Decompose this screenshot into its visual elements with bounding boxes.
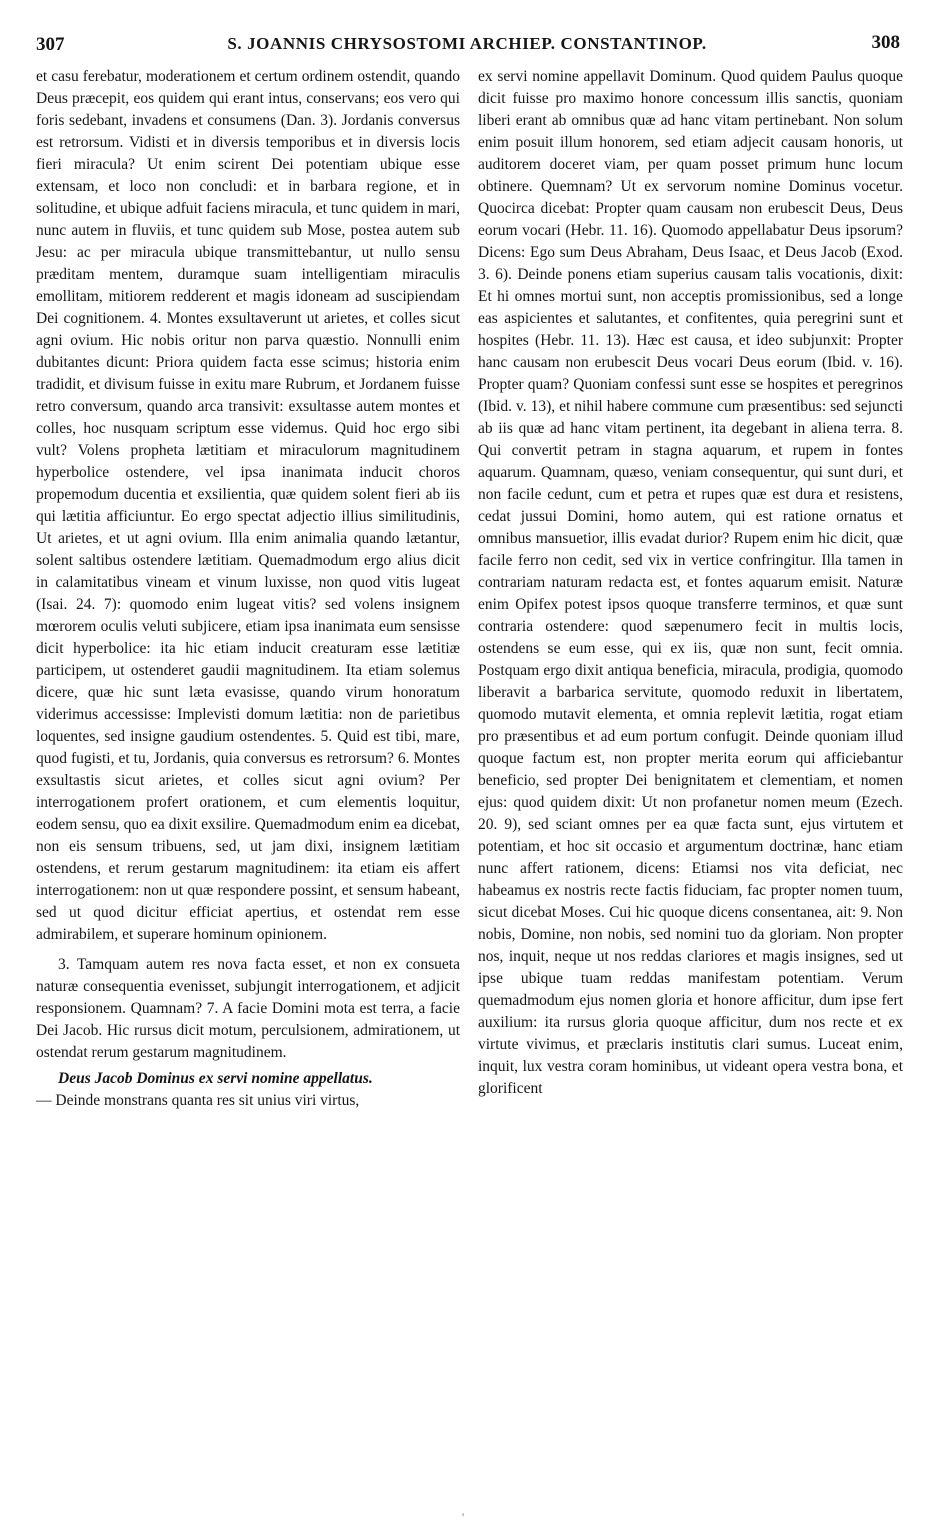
running-title: S. JOANNIS CHRYSOSTOMI ARCHIEP. CONSTANTINOP. [227, 34, 707, 53]
section-subheading: Deus Jacob Dominus ex servi nomine appellatus. [58, 1070, 373, 1087]
page-number-right: 308 [871, 32, 900, 53]
left-paragraph-1: et casu ferebatur, moderationem et certum ordinem ostendit, quando Deus præcepit, eos quidem qui erant intus, conservans; eos vero qui foris sedebant, invadens et consumens (Dan. 3). Jordanis conversus est retrorsum. Vidisti et in diversis temporibus et in diversis locis fieri miracula? Ut enim scirent Dei potentiam ubique esse extensam, et loco non concludi: et in barbara regione, et in solitudine, et ubique adfuit faciens miracula, et tunc quidem in mari, nunc autem in fluviis, et tunc quidem sub Mose, postea autem sub Jesu: ac per miracula ubique transmittebantur, ut nullo sensu præditam mentem, duramque suam intelligentiam miraculis emollitam, mitiorem redderent et magis idoneam ad suscipiendam Dei cognitionem. 4. Montes exsultaverunt ut arietes, et colles sicut agni ovium. Hic nobis oritur non parva quæstio. Nonnulli enim dubitantes dicunt: Priora quidem facta esse scimus; historia enim tradidit, et divisum fuisse in exitu mare Rubrum, et Jordanem fuisse retro conversum, quando arca transivit: exsultasse autem montes et colles, hoc nusquam scriptum esse videmus. Quid hoc ergo sibi vult? Volens propheta lætitiam et miraculorum magnitudinem hyperbolice ostendere, vel ipsa inanimata inducit choros propemodum ducentia et exsilientia, quæ quidem solent fieri ab iis qui lætitia afficiuntur. Eo ergo spectat adjectio illius similitudinis, Ut arietes, et ut agni ovium. Illa enim animalia quando lætantur, solent saltibus ostendere lætitiam. Quemadmodum ergo alius dicit in calamitatibus vineam et vinum luxisse, non quod vitis lugeat (Isai. 24. 7): quomodo enim lugeat vitis? sed volens insignem mœrorem oculis veluti subjicere, etiam ipsa inanimata eum sensisse dicit hyperbolice: ita hic etiam inducit creaturam esse lætitiæ participem, ut ostenderet gaudii magnitudinem. Ita etiam solemus dicere, quæ hic sunt læta evasisse, quando virum honoratum viderimus accessisse: Implevisti domum lætitia: non de parietibus loquentes, sed insigne gaudium ostendentes. 5. Quid est tibi, mare, quod fugisti, et tu, Jordanis, quia conversus es retrorsum? 6. Montes exsultastis sicut arietes, et colles sicut agni ovium? Per interrogationem profert orationem, et cum elementis loquitur, eodem sensu, quo ea dixit exsilire. Quemadmodum enim ea dicebat, non eis sensum tribuens, sed, ut jam dixi, insignem lætitiam ostendens, et rerum gestarum magnitudinem: ita etiam eis affert interrogationem: non ut quæ respondere possint, et sensum habeant, sed ut quod dicitur efficiat apertius, et ostendat rem esse admirabilem, et superare hominum opinionem. [36, 68, 460, 943]
left-column [36, 66, 460, 1112]
right-column [478, 66, 903, 1100]
left-paragraph-2: 3. Tamquam autem res nova facta esset, et non ex consueta naturæ consequentia evenisset, subjungit interrogationem, et adjicit responsionem. Quamnam? 7. A facie Domini mota est terra, a facie Dei Jacob. Hic rursus dicit motum, perculsionem, admirationem, ut ostendat rerum gestarum magnitudinem. [36, 956, 460, 1061]
left-paragraph-3: — Deinde monstrans quanta res sit unius viri virtus, [36, 1092, 360, 1109]
right-paragraph-1: ex servi nomine appellavit Dominum. Quod quidem Paulus quoque dicit fuisse pro maximo honore concessum illis sanctis, quoniam liberi erant ab omnibus quæ ad hanc vitam pertinebant. Non solum enim posuit illum honorem, sed etiam adjecit causam honoris, ut auditorem doceret viam, per quam posset primum hunc locum obtinere. Quemnam? Ut ex servorum nomine Dominus vocetur. Quocirca dicebat: Propter quam causam non erubescit Deus, Deus eorum vocari (Hebr. 11. 16). Quomodo appellabatur Deus ipsorum? Dicens: Ego sum Deus Abraham, Deus Isaac, et Deus Jacob (Exod. 3. 6). Deinde ponens etiam superius causam talis vocationis, dixit: Et hi omnes mortui sunt, non acceptis promissionibus, sed a longe eas aspicientes et salutantes, et confitentes, quia peregrini sunt et hospites (Hebr. 11. 13). Hæc est causa, et ideo subjunxit: Propter hanc causam non erubescit Deus vocari Deus eorum (Ibid. v. 16). Propter quam? Quoniam confessi sunt esse se hospites et peregrinos (Ibid. v. 13), et nihil habere commune cum præsentibus: sed sejuncti ab iis quæ ad hanc vitam pertinent, ita degebant in aliena terra. 8. Qui convertit petram in stagna aquarum, et rupem in fontes aquarum. Quamnam, quæso, veniam consequentur, qui sunt duri, et non facile cedunt, cum et petra et rupes quæ est dura et resistens, cedat jussui Domini, homo autem, qui est ratione ornatus et omnibus mansuetior, illis evadat durior? Rupem enim hic dicit, quæ facile ferro non cedit, sed vix in vertice confringitur. Illa tamen in contrariam naturam redacta est, et fontes aquarum emisit. Naturæ enim Opifex potest ipsos quoque transferre terminos, et quæ sunt contraria ostendere: quod sæpenumero fecit in multis locis, ostendens se eum esse, qui ex iis, quæ non sunt, fecit omnia. Postquam ergo dixit antiqua beneficia, miracula, prodigia, quomodo liberavit a barbarica servitute, quomodo reduxit in libertatem, quomodo mutavit elementa, et omnia replevit lætitia, rogat etiam pro præsentibus et ad eum portum confugit. Deinde quoniam illud quoque factum est, non propter merita eorum qui afficiebantur beneficio, sed propter Dei benignitatem et clementiam, et nomen ejus: quod quidem dixit: Ut non profanetur nomen meum (Ezech. 20. 9), sed sciant omnes per ea quæ facta sunt, ejus virtutem et potentiam, et hoc sit occasio et argumentum doctrinæ, hanc etiam nunc affert rationem, dicens: Etiamsi nos vita deficiat, nec habeamus ex nostris recte factis fiduciam, fac propter nomen tuum, sicut dicebat Moses. Cui hic quoque dicens consentanea, ait: 9. Non nobis, Domine, non nobis, sed nomini tuo da gloriam. Non propter nos, inquit, neque ut nos reddas clariores et magis insignes, sed ut ipse ubique tuam reddas manifestam potentiam. Verum quemadmodum ejus nomen gloria et honore afficitur, dum ipse fert auxilium: ita rursus gloria quoque afficitur, dum nos recte et ex virtute vivimus, et præclaris institutis clari sumus. Luceat enim, inquit, lux vestra coram hominibus, ut videant opera vestra bona, et glorificent [478, 68, 903, 1097]
page-number-left: 307 [36, 34, 65, 55]
footer-mark: ' [462, 1510, 465, 1524]
